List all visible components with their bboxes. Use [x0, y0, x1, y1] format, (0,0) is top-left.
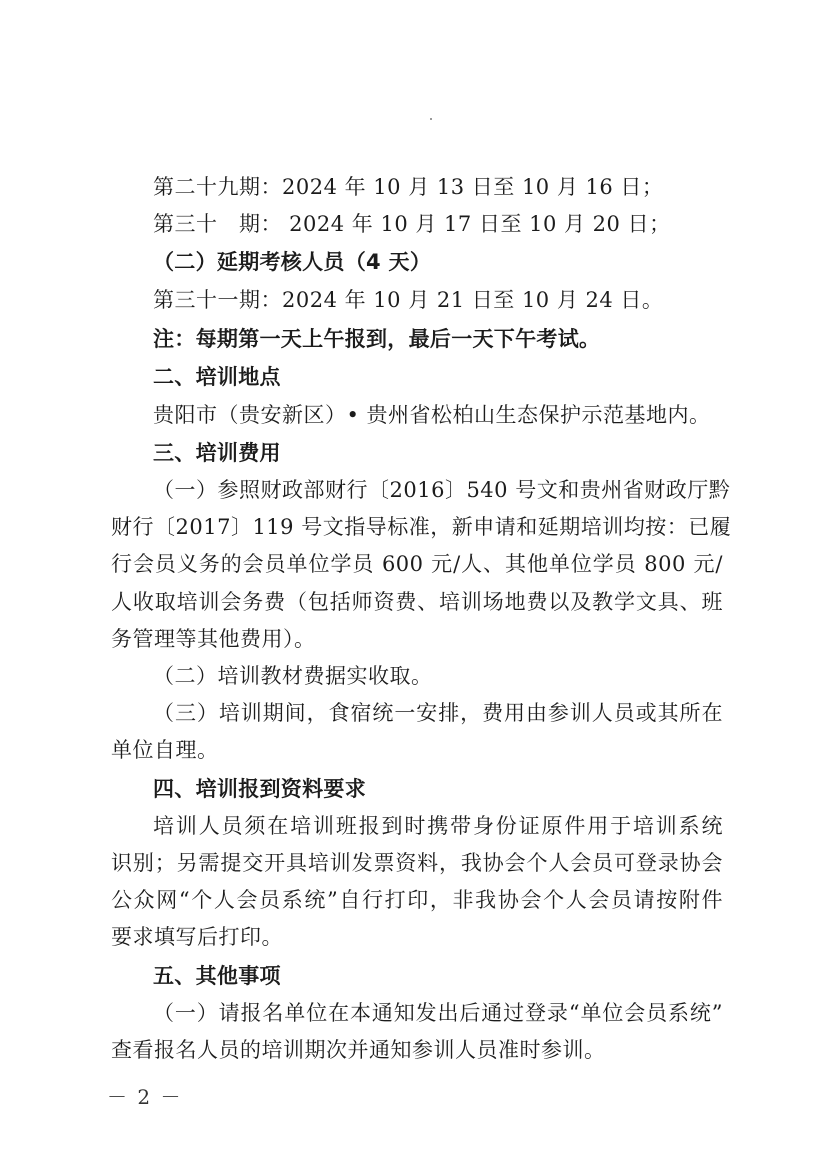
section-4-line-2: 识别；另需提交开具培训发票资料，我协会个人会员可登录协会: [111, 851, 723, 875]
section-3-p1-line-4: 人收取培训会务费（包括师资费、培训场地费以及教学文具、班: [111, 590, 723, 614]
section-4-line-4: 要求填写后打印。: [111, 925, 283, 949]
section-3-p3-line-1: （三）培训期间，食宿统一安排，费用由参训人员或其所在: [153, 701, 723, 725]
section-3-p1-line-1: （一）参照财政部财行〔2016〕540 号文和贵州省财政厅黔: [153, 478, 731, 502]
section-2-heading: 二、培训地点: [153, 365, 281, 389]
schedule-note: 注：每期第一天上午报到，最后一天下午考试。: [153, 327, 601, 351]
section-2-text: 贵阳市（贵安新区）• 贵州省松柏山生态保护示范基地内。: [153, 403, 711, 427]
section-4-line-3: 公众网“个人会员系统”自行打印，非我协会个人会员请按附件: [111, 888, 723, 912]
schedule-line-29: 第二十九期：2024 年 10 月 13 日至 10 月 16 日；: [153, 175, 664, 199]
scan-speck: [430, 118, 432, 120]
section-5-heading: 五、其他事项: [153, 964, 281, 988]
deferred-assessment-heading: （二）延期考核人员（4 天）: [153, 250, 432, 274]
section-5-p1-line-1: （一）请报名单位在本通知发出后通过登录“单位会员系统”: [153, 1001, 723, 1025]
section-3-p1-line-2: 财行〔2017〕119 号文指导标准，新申请和延期培训均按：已履: [111, 515, 732, 539]
section-3-p1-line-5: 务管理等其他费用）。: [111, 627, 316, 651]
schedule-line-30: 第三十 期： 2024 年 10 月 17 日至 10 月 20 日；: [153, 212, 671, 236]
section-3-p3-line-2: 单位自理。: [111, 738, 219, 762]
schedule-line-31: 第三十一期：2024 年 10 月 21 日至 10 月 24 日。: [153, 288, 664, 312]
section-5-p1-line-2: 查看报名人员的培训期次并通知参训人员准时参训。: [111, 1038, 606, 1062]
section-3-p2: （二）培训教材费据实收取。: [153, 664, 433, 688]
section-4-line-1: 培训人员须在培训班报到时携带身份证原件用于培训系统: [153, 814, 723, 838]
section-3-p1-line-3: 行会员义务的会员单位学员 600 元/人、其他单位学员 800 元/: [111, 552, 723, 576]
section-4-heading: 四、培训报到资料要求: [153, 777, 366, 801]
page-number: － 2 －: [107, 1085, 183, 1109]
section-3-heading: 三、培训费用: [153, 441, 281, 465]
